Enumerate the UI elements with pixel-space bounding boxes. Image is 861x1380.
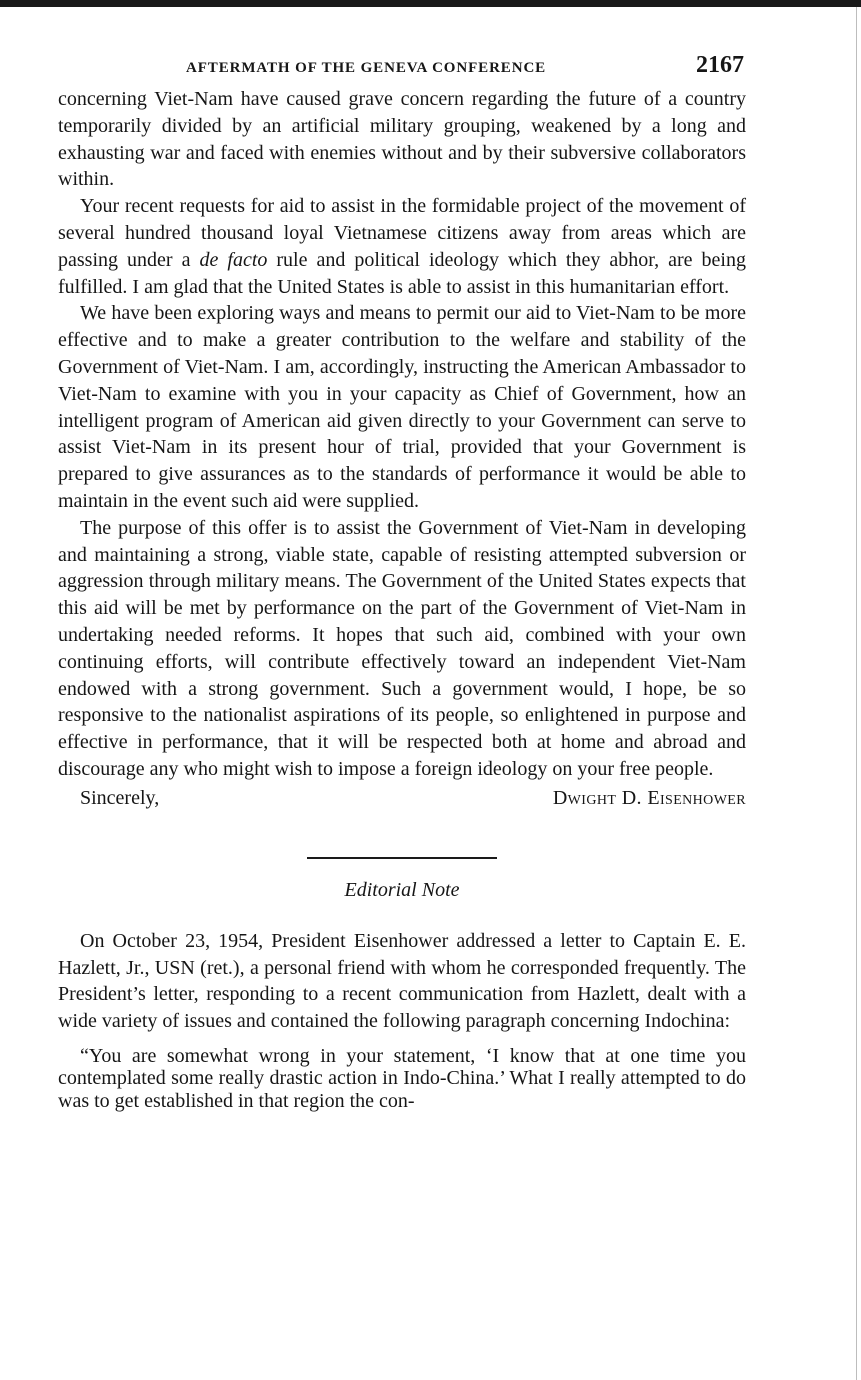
editorial-note-paragraph: On October 23, 1954, President Eisenhower addressed a letter to Captain E. E. Hazlett, Jr., USN (ret.), a personal friend with whom he corresponded frequently. The President’s letter, responding to a recent communication from Hazlett, dealt with a wide variety of issues and contained the following paragraph concerning Indochina: [58,929,746,1033]
letter-paragraph-exploring-ways: We have been exploring ways and means to permit our aid to Viet-Nam to be more effective and to make a greater contribution to the welfare and stability of the Government of Viet-Nam. I am, accordingly, instructing the American Ambassador to Viet-Nam to examine with you in your capacity as Chief of Government, how an intelligent program of American aid given directly to your Government can serve to assist Viet-Nam in its present hour of trial, provided that your Government is prepared to give assurances as to the standards of performance it would be able to maintain in the event such aid were supplied. [58,302,746,512]
top-edge-rule [0,0,861,7]
running-header [58,50,746,86]
paragraph-text: rule and political ideology which they abhor, are being fulfilled. I am glad that the United States is able to assist in this humanitarian effort. [58,248,746,298]
editorial-note-heading: Editorial Note [344,878,460,901]
quoted-letter-excerpt: “You are somewhat wrong in your statement, ‘I know that at one time you contemplated some really drastic action in Indo-China.’ What I really attempted to do was to get established in that region the con- [58,1044,746,1112]
paragraph-text: Your recent requests for aid to assist in the formidable project of the movement of several hundred thousand loyal Vietnamese citizens away from areas which are passing under a [58,195,746,271]
letter-signer: Dwight D. Eisenhower [552,786,746,809]
letter-paragraph-purpose: The purpose of this offer is to assist the Government of Viet-Nam in developing and maintaining a strong, viable state, capable of resisting attempted subversion or aggression through military means. The Government of the United States expects that this aid will be met by performance on the part of the Government of Viet-Nam in undertaking needed reforms. It hopes that such aid, combined with your own continuing efforts, will contribute effectively toward an independent Viet-Nam endowed with a strong government. Such a government would, I hope, be so responsive to the nationalist aspirations of its people, so enlightened in purpose and effective in performance, that it will be respected both at home and abroad and discourage any who might wish to impose a foreign ideology on your free people. [58,516,746,780]
document-page [58,50,746,1112]
page-number: 2167 [696,52,744,78]
letter-paragraph-continued: concerning Viet-Nam have caused grave concern regarding the future of a country temporarily divided by an artificial military grouping, weakened by a long and exhausting war and faced with enemies without and by their subversive collaborators within. [58,88,746,191]
letter-closing: Sincerely, [80,786,160,809]
signature-line [58,787,746,815]
section-divider [307,857,497,859]
letter-paragraph-aid-requests [58,193,746,300]
page-edge-line [856,7,857,1380]
running-title: AFTERMATH OF THE GENEVA CONFERENCE [186,60,547,76]
emphasis-text: de facto [199,248,268,271]
